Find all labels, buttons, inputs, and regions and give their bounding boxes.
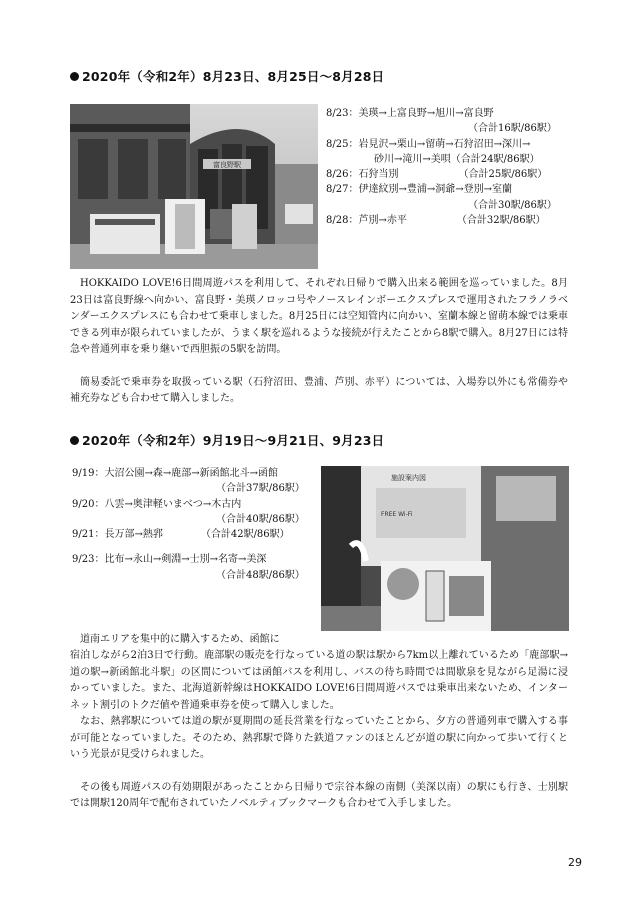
route-line: 8/26：石狩当別 bbox=[326, 169, 399, 181]
bullet-icon bbox=[70, 72, 79, 81]
route-total: （合計30駅/86駅） bbox=[468, 199, 557, 211]
page-number: 29 bbox=[568, 856, 582, 869]
route-total: （合計37駅/86駅） bbox=[216, 483, 305, 495]
route-total: （合計25駅/86駅） bbox=[458, 169, 548, 181]
section1-body bbox=[70, 276, 568, 408]
route-line-with-total bbox=[326, 167, 557, 182]
section1-heading: 2020年（令和2年）8月23日、8月25日〜8月28日 bbox=[70, 67, 384, 85]
route-line: 9/19：大沼公園→森→鹿部→新函館北斗→函館 bbox=[72, 468, 278, 479]
signboard-title: 施設案内図 bbox=[391, 474, 426, 482]
bullet-icon bbox=[70, 436, 79, 445]
route-total: （合計32駅/86駅） bbox=[456, 215, 546, 227]
paragraph: HOKKAIDO LOVE!6日間周遊パスを利用して、それぞれ日帰りで購入出来る範囲を巡っていました。8月23日は富良野線へ向かい、富良野・美瑛ノロッコ号やノースレインボーエクスプレスで運用されたフラノラベンダーエクスプレスにも合わせて乗車しました。8月25日には空知管内に向かい、室蘭本線と留萌本線では乗車できる列車が限られていましたが、うまく駅を巡れるような接続が行えたことから8駅で購入。8月27日には特急や普通列車を乗り継いで西胆振の5駅を訪問。 bbox=[70, 278, 568, 355]
route-line-with-total bbox=[72, 527, 305, 542]
station-photo-2 bbox=[321, 466, 569, 631]
section2-heading: 2020年（令和2年）9月19日〜9月21日、9月23日 bbox=[70, 431, 384, 449]
paragraph: なお、熱郛駅については道の駅が夏期間の延長営業を行なっていたことから、夕方の普通列車で購入する事が可能となっていました。そのため、熱郛駅で降りた鉄道ファンのほとんどが道の駅に向かって歩いて行くという光景が見受けられました。 bbox=[70, 716, 568, 760]
route-line: 9/21：長万部→熱郛 bbox=[72, 529, 163, 541]
paragraph-first-line: 道南エリアを集中的に購入するため、函館に bbox=[80, 634, 280, 645]
section2-body-narrow bbox=[70, 632, 320, 649]
route-total: （合計42駅/86駅） bbox=[200, 529, 290, 541]
route-line: 8/27：伊達紋別→豊浦→洞爺→登別→室蘭 bbox=[326, 184, 512, 196]
route-line: 砂川→滝川→美唄（合計24駅/86駅） bbox=[374, 153, 540, 165]
route-line: 9/20：八雲→奥津軽いまべつ→木古内 bbox=[72, 498, 242, 510]
station-photo-1 bbox=[70, 104, 318, 269]
route-total: （合計16駅/86駅） bbox=[468, 123, 557, 135]
route-line: 8/23：美瑛→上富良野→旭川→富良野 bbox=[326, 108, 494, 119]
route-line: 8/28：芦別→赤平 bbox=[326, 215, 407, 227]
wifi-label: FREE Wi-Fi bbox=[381, 511, 413, 518]
paragraph: 宿泊しながら2泊3日で行動。鹿部駅の販売を行なっている道の駅は駅から7km以上離れているため「鹿部駅→道の駅→新函館北斗駅」の区間については函館バスを利用し、バスの待ち時間では間歇泉を見ながら足湯に浸かっていました。また、北海道新幹線はHOKKAIDO LOVE!6日間周遊パスでは乗車出来ないため、インターネット割引のトクだ値や普通乗車券を使って購入しました。 bbox=[70, 650, 568, 711]
route-total: （合計40駅/86駅） bbox=[216, 513, 305, 525]
route-line: 9/23：比布→永山→剣淵→士別→名寄→美深 bbox=[72, 554, 267, 566]
station-building-image bbox=[70, 104, 318, 269]
route-total: （合計48駅/86駅） bbox=[216, 569, 305, 581]
section1-route-list bbox=[326, 106, 557, 228]
paragraph: その後も周遊パスの有効期限があったことから日帰りで宗谷本線の南側（美深以南）の駅にも行き、士別駅では開駅120周年で配布されていたノベルティブックマークも合わせて入手しました。 bbox=[70, 781, 568, 809]
route-line: 8/25：岩見沢→栗山→留萌→石狩沼田→深川→ bbox=[326, 138, 531, 150]
station-sign-text: 富良野駅 bbox=[213, 161, 241, 169]
route-line-with-total bbox=[326, 213, 557, 228]
paragraph: 簡易委託で乗車券を取扱っている駅（石狩沼田、豊浦、芦別、赤平）については、入場券以外にも常備券や補充券なども合わせて購入しました。 bbox=[70, 376, 568, 404]
section2-body bbox=[70, 648, 568, 813]
section2-route-list bbox=[72, 466, 305, 583]
station-signboard-image bbox=[321, 466, 569, 631]
